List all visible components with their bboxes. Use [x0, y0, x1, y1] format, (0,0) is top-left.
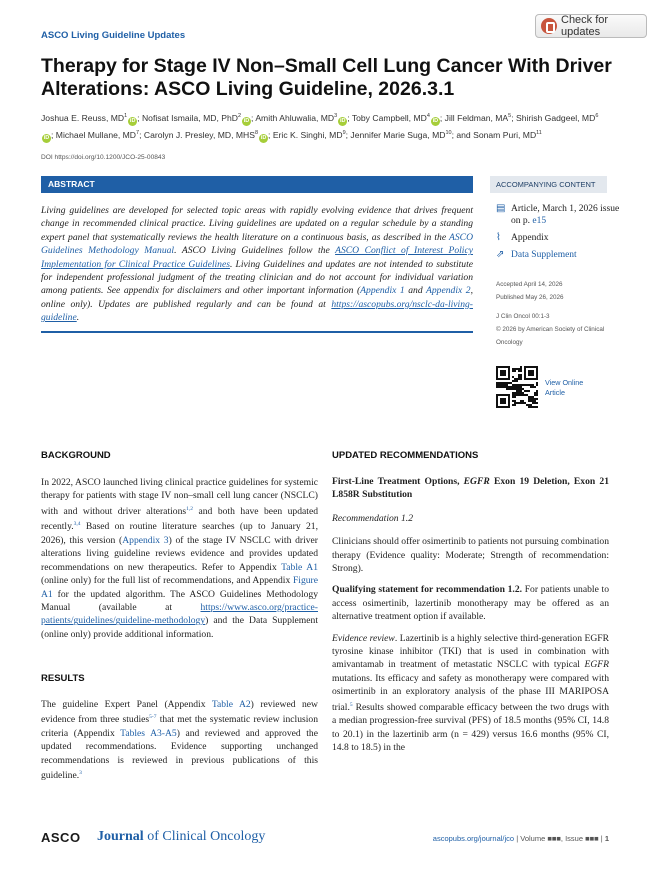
journal-logo: Journal of Clinical Oncology	[97, 829, 266, 844]
recommendation-label: Recommendation 1.2	[332, 512, 413, 524]
appendix-1-link[interactable]: Appendix 1	[360, 285, 405, 297]
orcid-icon[interactable]: iD	[129, 117, 136, 124]
author-name: Joshua E. Reuss, MD	[41, 112, 125, 123]
background-body: In 2022, ASCO launched living clinical practice guidelines for systemic therapy for patients with stage IV non–small cell lung cancer (NSCLC) with and without driver alterations$^{1,2}$ and both have been updated recently.$^{3,4}$ Based on routine literature searches (up to January 21, 2026), this version (Appendix 3) of the stage IV NSCLC with driver alterations living guideline reviews evidence and provides updated recommendations on new therapeutics. Refer to Appendix Table A1 (online only) for the full list of recommendations, and Appendix Figure A1 for the updated algorithm. The ASCO Guidelines Methodology Manual (available at https://www.asco.org/practice-patients/guidelines/guideline-methodology) and the Data Supplement (online only) provide additional information.	[41, 477, 318, 640]
treatment-subheading: First-Line Treatment Options, EGFR Exon 19 Deletion, Exon 21 L858R Substitution	[332, 476, 609, 501]
orcid-icon[interactable]: iD	[43, 134, 50, 141]
page-e15-link[interactable]: e15	[532, 216, 547, 226]
accompanying-content-heading: ACCOMPANYING CONTENT	[490, 176, 607, 193]
updated-recommendations-heading: UPDATED RECOMMENDATIONS	[332, 450, 479, 461]
methodology-url-link[interactable]: https://www.asco.org/practice-patients/guidelines/guideline-methodology	[41, 602, 318, 627]
author-name: Amith Ahluwalia, MD	[255, 112, 335, 123]
view-online-article-link[interactable]: View Online Article	[545, 378, 584, 397]
check-for-updates-button[interactable]	[535, 14, 647, 38]
orcid-icon[interactable]: iD	[260, 134, 267, 141]
coi-policy-link[interactable]: ASCO Conflict of Interest Policy Implementation for Clinical Practice Guidelines	[41, 245, 473, 270]
qr-code-icon[interactable]	[496, 366, 538, 408]
paperclip-icon: ⌇	[496, 232, 501, 243]
author-name: Toby Campbell, MD	[351, 112, 427, 123]
appendix-2-link[interactable]: Appendix 2	[426, 285, 471, 297]
published-date: Published May 26, 2026	[496, 294, 564, 301]
figure-a1-link[interactable]: Figure A1	[41, 575, 318, 600]
section-label: ASCO Living Guideline Updates	[41, 30, 186, 41]
author-name: Eric K. Singhi, MD	[272, 129, 343, 140]
doi[interactable]: DOI https://doi.org/10.1200/JCO-25-00843	[41, 154, 166, 161]
author-name: Sonam Puri, MD	[473, 129, 537, 140]
footer-info: ascopubs.org/journal/jco | Volume ■■■, Issue ■■■ | 1	[432, 834, 609, 843]
evidence-review: Evidence review. Lazertinib is a highly selective third-generation EGFR tyrosine kinase inhibitor (TKI) that is used in combination with amivantamab in treatment of metastatic NSCLC with typical EGFR mutations. Its efficacy and safety as monotherapy were compared with osimertinib in an exploratory analysis of the phase III MARIPOSA trial.$^5$ Results showed comparable efficacy between the two drugs with a median progression-free survival (PFS) of 18.5 months (95% CI, 14.8 to 20.1) in the lazertinib arm (n = 429) versus 16.6 months (95% CI, 14.8 to 18.5) in the	[332, 632, 609, 754]
bookmark-icon	[541, 18, 557, 34]
asco-logo: ASCO	[41, 830, 81, 845]
author-list: Joshua E. Reuss, $MD^1iD$ ; Nofisat Ismaila, MD, PhD$^2$iD ; Amith Ahluwalia, $MD^3iD$ ; Toby Campbell, $MD^4iD$ ; Jill Feldman, $MA^5$; Shirish Gadgeel, $MD^6iD$ ; Michael Mullane, $MD^7$; Carolyn J. Presley, MD, MHS$^8$iD ; Eric K. Singhi, $MD^9$; Jennifer Marie Suga, MD$^{10}$; and Sonam Puri, MD$^{11}$	[41, 112, 599, 141]
accompanying-data-supplement-item[interactable]	[496, 249, 621, 261]
methodology-manual-link[interactable]: ASCO Guidelines Methodology Manual	[41, 231, 473, 257]
updated-recommendations-body	[332, 475, 609, 763]
author-name: Nofisat Ismaila, MD, PhD	[141, 112, 238, 123]
abstract-divider	[41, 331, 473, 333]
table-a1-link[interactable]: Table A1	[281, 561, 318, 573]
qualifying-statement: Qualifying statement for recommendation 1.2. For patients unable to access osimertinib, lazertinib monotherapy may be offered as an alternative treatment option if available.	[332, 584, 609, 623]
copyright: © 2026 by American Society of Clinical Oncology	[496, 326, 605, 346]
table-a2-link[interactable]: Table A2	[211, 699, 251, 710]
check-for-updates-label: Check for updates	[561, 14, 609, 38]
abstract-text: Living guidelines are developed for selected topic areas with rapidly evolving evidence that drives frequent change in recommended clinical practice. Living guidelines are updated on a regular schedule by a standing expert panel that systematically reviews the health literature on a continuous basis, as described in the ASCO Guidelines Methodology Manual. ASCO Living Guidelines follow the ASCO Conflict of Interest Policy Implementation for Clinical Practice Guidelines. Living Guidelines and updates are not intended to substitute for independent professional judgment of the treating clinician and do not account for individual variation among patients. See appendix for disclaimers and other important information (Appendix 1 and Appendix 2, online only). Updates are published regularly and can be found at https://ascopubs.org/nsclc-da-living-guideline.	[41, 205, 473, 324]
accepted-date: Accepted April 14, 2026	[496, 281, 563, 288]
recommendation-text: Clinicians should offer osimertinib to patients not pursuing combination therapy (Evidence quality: Moderate; Strength of recommendation: Strong).	[332, 536, 609, 575]
results-body: The guideline Expert Panel (Appendix Table A2) reviewed new evidence from three studies$^{5-7}$ that met the systematic review inclusion criteria (Appendix Tables A3-A5) and reviewed and approved the updated recommendations. Evidence supporting unchanged recommendations is reviewed in previous publications of this guideline.$^3$	[41, 699, 318, 782]
appendix-3-link[interactable]: Appendix 3	[122, 535, 169, 546]
author-name: Carolyn J. Presley, MD, MHS	[143, 129, 255, 140]
article-title: Therapy for Stage IV Non–Small Cell Lung Cancer With Driver Alterations: ASCO Living Guideline, 2026.3.1	[41, 55, 612, 100]
author-name: Michael Mullane, MD	[55, 129, 137, 140]
accompanying-content-list	[496, 203, 621, 266]
author-name: Shirish Gadgeel, MD	[516, 112, 596, 123]
orcid-icon[interactable]: iD	[432, 117, 439, 124]
tables-a3-a5-link[interactable]: Tables A3-A5	[120, 728, 177, 739]
orcid-icon[interactable]: iD	[339, 117, 346, 124]
author-name: Jill Feldman, MA	[444, 112, 509, 123]
background-heading: BACKGROUND	[41, 450, 111, 461]
accompanying-article-item[interactable]: ▤ Article, March 1, 2026 issue on p. e15	[496, 203, 620, 226]
citation: J Clin Oncol 00:1-3	[496, 313, 550, 320]
page-number: 1	[604, 834, 609, 843]
orcid-icon[interactable]: iD	[243, 117, 250, 124]
article-icon: ▤	[496, 203, 506, 214]
data-supplement-link[interactable]: Data Supplement	[511, 250, 577, 260]
abstract-heading: ABSTRACT	[41, 176, 473, 193]
results-heading: RESULTS	[41, 673, 85, 684]
living-guideline-url-link[interactable]: https://ascopubs.org/nsclc-da-living-guideline	[41, 298, 473, 324]
author-name: Jennifer Marie Suga, MD	[350, 129, 446, 140]
volume-issue: Volume ■■■, Issue ■■■	[520, 834, 599, 843]
external-link-icon: ⇗	[496, 249, 505, 260]
journal-url-link[interactable]: ascopubs.org/journal/jco	[432, 834, 515, 843]
article-metadata	[496, 278, 616, 349]
accompanying-appendix-item[interactable]: ⌇ Appendix	[496, 232, 549, 243]
